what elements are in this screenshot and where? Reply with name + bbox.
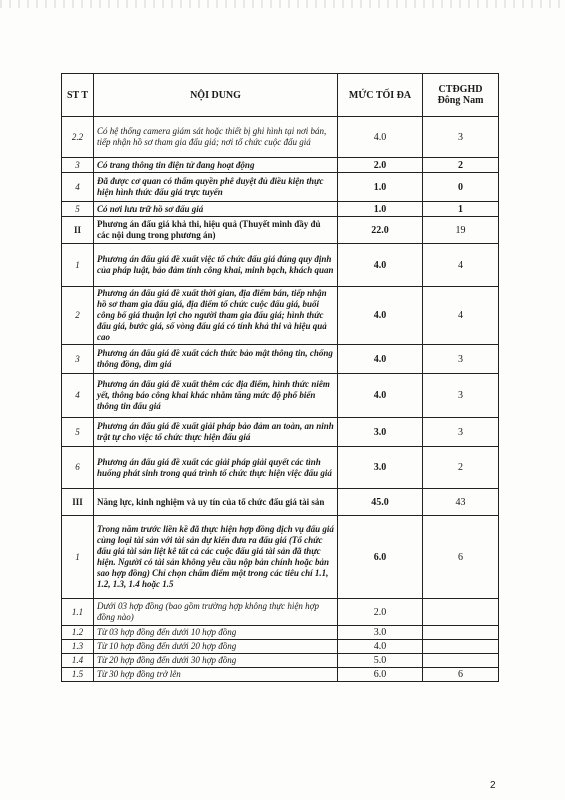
table-row (62, 599, 499, 626)
row-stt: 2.2 (62, 117, 94, 158)
row-stt: II (62, 217, 94, 244)
scan-top-edge (0, 0, 565, 8)
row-max-score: 3.0 (338, 626, 423, 640)
row-stt: 5 (62, 418, 94, 447)
row-max-score: 1.0 (338, 173, 423, 202)
header-stt: ST T (62, 74, 94, 117)
table-row (62, 374, 499, 418)
row-stt: 6 (62, 447, 94, 489)
row-stt: 1.4 (62, 654, 94, 668)
row-max-score: 45.0 (338, 489, 423, 516)
row-content: Phương án đấu giá đề xuất cách thức bảo mật thông tin, chống thông đồng, dìm giá (94, 345, 338, 374)
header-row (62, 74, 499, 117)
table-row (62, 173, 499, 202)
row-content: Phương án đấu giá đề xuất thêm các địa điểm, hình thức niêm yết, thông báo công khai khác nhằm tăng mức độ phổ biến thông tin đấu giá (94, 374, 338, 418)
row-content: Phương án đấu giá đề xuất giải pháp bảo đảm an toàn, an ninh trật tự cho việc tổ chức thực hiện đấu giá (94, 418, 338, 447)
row-max-score: 4.0 (338, 374, 423, 418)
table-row (62, 158, 499, 173)
row-score (423, 626, 499, 640)
table-row (62, 217, 499, 244)
table-row (62, 640, 499, 654)
table-row (62, 287, 499, 345)
row-stt: III (62, 489, 94, 516)
row-content: Năng lực, kinh nghiệm và uy tín của tổ chức đấu giá tài sản (94, 489, 338, 516)
row-score (423, 654, 499, 668)
row-stt: 5 (62, 202, 94, 217)
row-score: 3 (423, 418, 499, 447)
table-row (62, 244, 499, 287)
row-score: 2 (423, 158, 499, 173)
row-max-score: 4.0 (338, 345, 423, 374)
row-stt: 4 (62, 173, 94, 202)
row-stt: 3 (62, 158, 94, 173)
row-score (423, 599, 499, 626)
row-score: 6 (423, 516, 499, 599)
table-row (62, 202, 499, 217)
page-number: 2 (490, 780, 496, 791)
table-row (62, 626, 499, 640)
header-muc-toi-da: MỨC TỐI ĐA (338, 74, 423, 117)
row-score: 4 (423, 287, 499, 345)
table-row (62, 447, 499, 489)
row-max-score: 5.0 (338, 654, 423, 668)
row-content: Có trang thông tin điện tử đang hoạt động (94, 158, 338, 173)
row-content: Trong năm trước liền kề đã thực hiện hợp đồng dịch vụ đấu giá cùng loại tài sản với tài sản dự kiến đưa ra đấu giá (Tổ chức đấu giá tài sản liệt kê tất cả các cuộc đấu giá tài sản đã thực hiện. Người có tài sản không yêu cầu nộp bản chính hoặc bản sao hợp đồng) Chỉ chọn chấm điểm một trong các tiêu chí 1.1, 1.2, 1.3, 1.4 hoặc 1.5 (94, 516, 338, 599)
row-stt: 4 (62, 374, 94, 418)
row-stt: 3 (62, 345, 94, 374)
table-row (62, 418, 499, 447)
row-score: 43 (423, 489, 499, 516)
row-content: Từ 10 hợp đồng đến dưới 20 hợp đồng (94, 640, 338, 654)
row-max-score: 4.0 (338, 244, 423, 287)
row-stt: 1.2 (62, 626, 94, 640)
row-score: 1 (423, 202, 499, 217)
table-body (62, 117, 499, 682)
row-max-score: 4.0 (338, 117, 423, 158)
row-score: 3 (423, 374, 499, 418)
row-stt: 1.3 (62, 640, 94, 654)
row-stt: 1 (62, 516, 94, 599)
row-max-score: 6.0 (338, 516, 423, 599)
header-noi-dung: NỘI DUNG (94, 74, 338, 117)
row-content: Phương án đấu giá đề xuất việc tổ chức đấu giá đúng quy định của pháp luật, bảo đảm tính công khai, minh bạch, khách quan (94, 244, 338, 287)
row-content: Dưới 03 hợp đồng (bao gồm trường hợp không thực hiện hợp đồng nào) (94, 599, 338, 626)
row-content: Có nơi lưu trữ hồ sơ đấu giá (94, 202, 338, 217)
table-row (62, 654, 499, 668)
row-score: 3 (423, 117, 499, 158)
criteria-table (61, 73, 499, 682)
table-row (62, 489, 499, 516)
row-stt: 2 (62, 287, 94, 345)
row-score: 0 (423, 173, 499, 202)
table-row (62, 345, 499, 374)
row-content: Từ 03 hợp đồng đến dưới 10 hợp đồng (94, 626, 338, 640)
row-score: 4 (423, 244, 499, 287)
row-score: 2 (423, 447, 499, 489)
row-content: Từ 30 hợp đồng trở lên (94, 668, 338, 682)
row-score (423, 640, 499, 654)
row-stt: 1.5 (62, 668, 94, 682)
row-max-score: 22.0 (338, 217, 423, 244)
row-score: 19 (423, 217, 499, 244)
row-score: 3 (423, 345, 499, 374)
table-row (62, 117, 499, 158)
row-max-score: 2.0 (338, 158, 423, 173)
row-score: 6 (423, 668, 499, 682)
row-content: Từ 20 hợp đồng đến dưới 30 hợp đồng (94, 654, 338, 668)
row-content: Đã được cơ quan có thẩm quyền phê duyệt đủ điều kiện thực hiện hình thức đấu giá trực tuyến (94, 173, 338, 202)
row-stt: 1 (62, 244, 94, 287)
row-stt: 1.1 (62, 599, 94, 626)
row-content: Phương án đấu giá khả thi, hiệu quả (Thuyết minh đầy đủ các nội dung trong phương án) (94, 217, 338, 244)
row-content: Có hệ thống camera giám sát hoặc thiết bị ghi hình tại nơi bán, tiếp nhận hồ sơ tham gia đấu giá; nơi tổ chức cuộc đấu giá (94, 117, 338, 158)
row-max-score: 4.0 (338, 640, 423, 654)
table-row (62, 516, 499, 599)
row-max-score: 3.0 (338, 447, 423, 489)
row-max-score: 3.0 (338, 418, 423, 447)
row-max-score: 4.0 (338, 287, 423, 345)
row-content: Phương án đấu giá đề xuất thời gian, địa điểm bán, tiếp nhận hồ sơ tham gia đấu giá, địa điểm tổ chức cuộc đấu giá, buổi công bố giá thuận lợi cho người tham gia đấu giá; hình thức đấu giá, bước giá, số vòng đấu giá có tính khả thi và hiệu quả cao (94, 287, 338, 345)
table-row (62, 668, 499, 682)
row-max-score: 2.0 (338, 599, 423, 626)
header-ctdghd: CTĐGHD Đông Nam (423, 74, 499, 117)
row-max-score: 1.0 (338, 202, 423, 217)
row-content: Phương án đấu giá đề xuất các giải pháp giải quyết các tình huống phát sinh trong quá trình tổ chức thực hiện việc đấu giá (94, 447, 338, 489)
row-max-score: 6.0 (338, 668, 423, 682)
